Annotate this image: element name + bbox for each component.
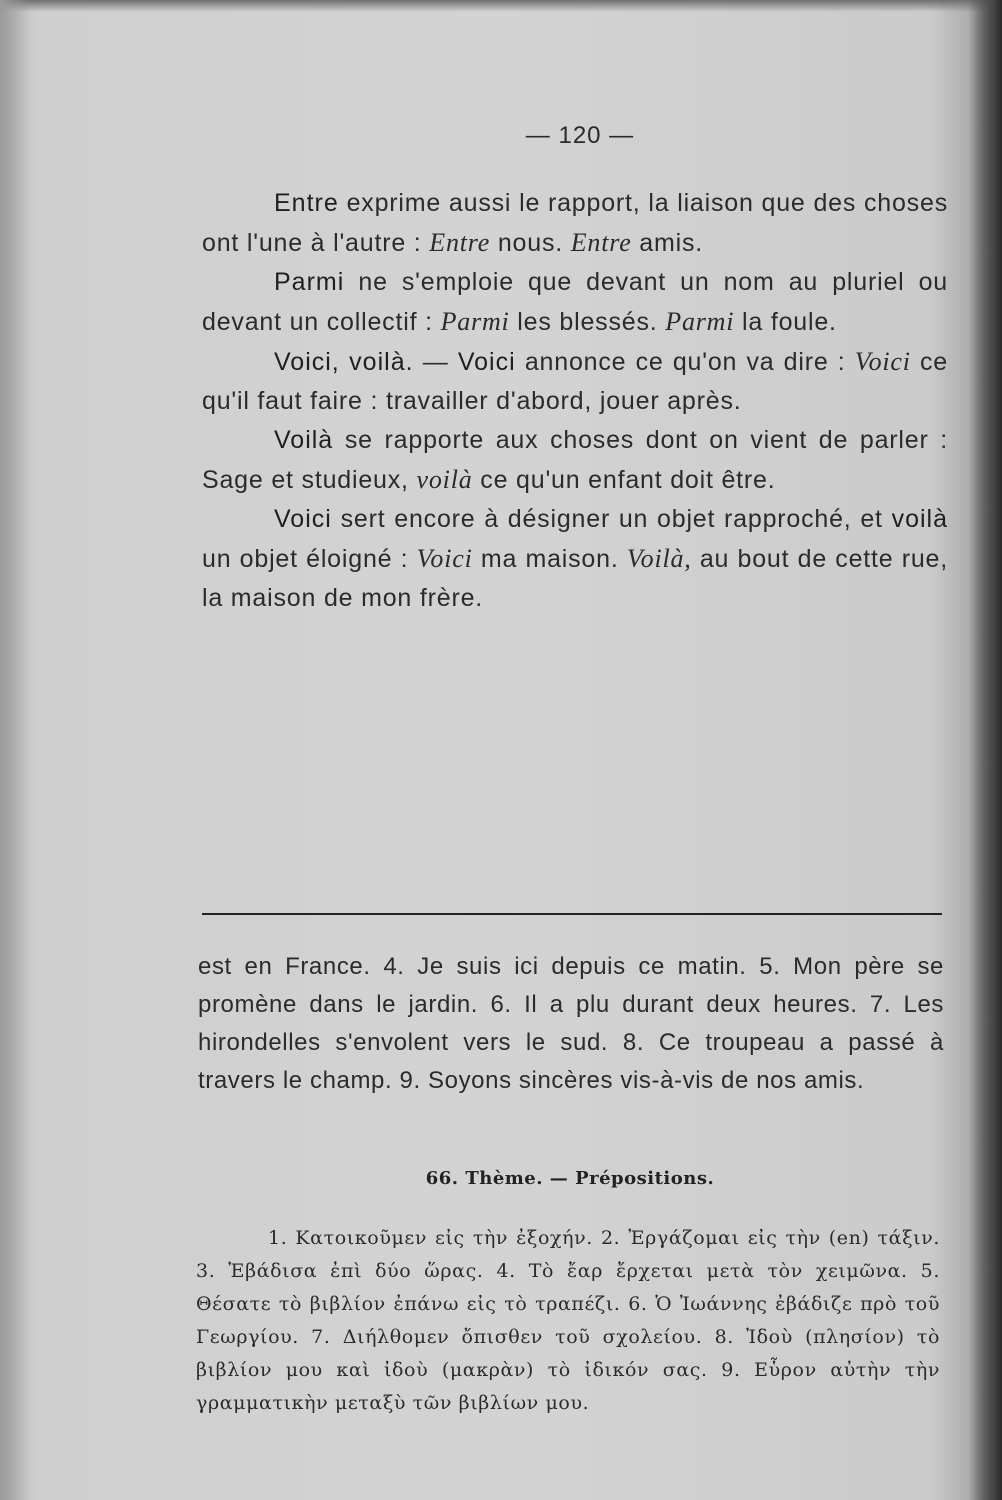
term: Voilà xyxy=(274,426,334,454)
exercise-heading: 66. Thème. — Prépositions. xyxy=(425,1168,715,1189)
term: voilà xyxy=(891,505,948,533)
section-divider xyxy=(202,913,942,915)
left-edge-shadow xyxy=(0,0,30,1500)
example-italic: voilà xyxy=(416,465,473,494)
page-number: — 120 — xyxy=(525,122,635,149)
paragraph-voici-voila: Voici, voilà. — Voici annonce ce qu'on va dire : Voici ce qu'il faut faire : travailler d'abord, jouer après. xyxy=(202,347,949,415)
term: Entre xyxy=(274,189,339,217)
paragraph-parmi: Parmi ne s'emploie que devant un nom au pluriel ou devant un collectif : Parmi les blessés. Parmi la foule. xyxy=(202,268,948,336)
paragraph-voici-sert: Voici sert encore à désigner un objet rapproché, et voilà un objet éloigné : Voici ma maison. Voilà, au bout de cette rue, la maison de mon frère. xyxy=(202,505,949,612)
page-gutter-shadow xyxy=(968,0,1002,1500)
term: Voici xyxy=(274,505,332,533)
example-italic: Voici xyxy=(416,544,473,573)
term: Voici, voilà. xyxy=(274,348,414,376)
paragraph-voila: Voilà se rapporte aux choses dont on vient de parler : Sage et studieux, voilà ce qu'un enfant doit être. xyxy=(202,426,948,494)
top-shadow xyxy=(0,0,1002,12)
paragraph-entre: Entre exprime aussi le rapport, la liaison que des choses ont l'une à l'autre : Entre nous. Entre amis. xyxy=(202,189,948,257)
example-italic: Voilà, xyxy=(626,544,692,573)
main-text xyxy=(202,184,948,618)
greek-exercise-text: 1. Κατοικοῦμεν εἰς τὴν ἐξοχήν. 2. Ἐργάζομαι εἰς τὴν (en) τάξιν. 3. Ἐβάδισα ἐπὶ δύο ὥρας. 4. Τὸ ἔαρ ἔρχεται μετὰ τὸν χειμῶνα. 5. Θέσατε τὸ βιβλίον ἐπάνω εἰς τὸ τραπέζι. 6. Ὁ Ἰωάννης ἐβάδιζε πρὸ τοῦ Γεωργίου. 7. Διήλθομεν ὄπισθεν τοῦ σχολείου. 8. Ἰδοὺ (πλησίον) τὸ βιβλίον μου καὶ ἰδοὺ (μακρὰν) τὸ ἰδικόν σας. 9. Εὗρον αὐτὴν τὴν γραμματικὴν μεταξὺ τῶν βιβλίων μου. xyxy=(196,1227,940,1414)
exercise-continuation: est en France. 4. Je suis ici depuis ce matin. 5. Mon père se promène dans le jardin. 6. Il a plu durant deux heures. 7. Les hirondelles s'envolent vers le sud. 8. Ce troupeau a passé à travers le champ. 9. Soyons sincères vis-à-vis de nos amis. xyxy=(198,953,944,1094)
term: Parmi xyxy=(274,268,345,296)
example-italic: Parmi xyxy=(665,307,735,336)
example-italic: Entre xyxy=(429,228,491,257)
term: Voici xyxy=(457,348,516,376)
example-italic: Parmi xyxy=(440,307,510,336)
example-italic: Voici xyxy=(854,347,911,376)
example-italic: Entre xyxy=(570,228,632,257)
